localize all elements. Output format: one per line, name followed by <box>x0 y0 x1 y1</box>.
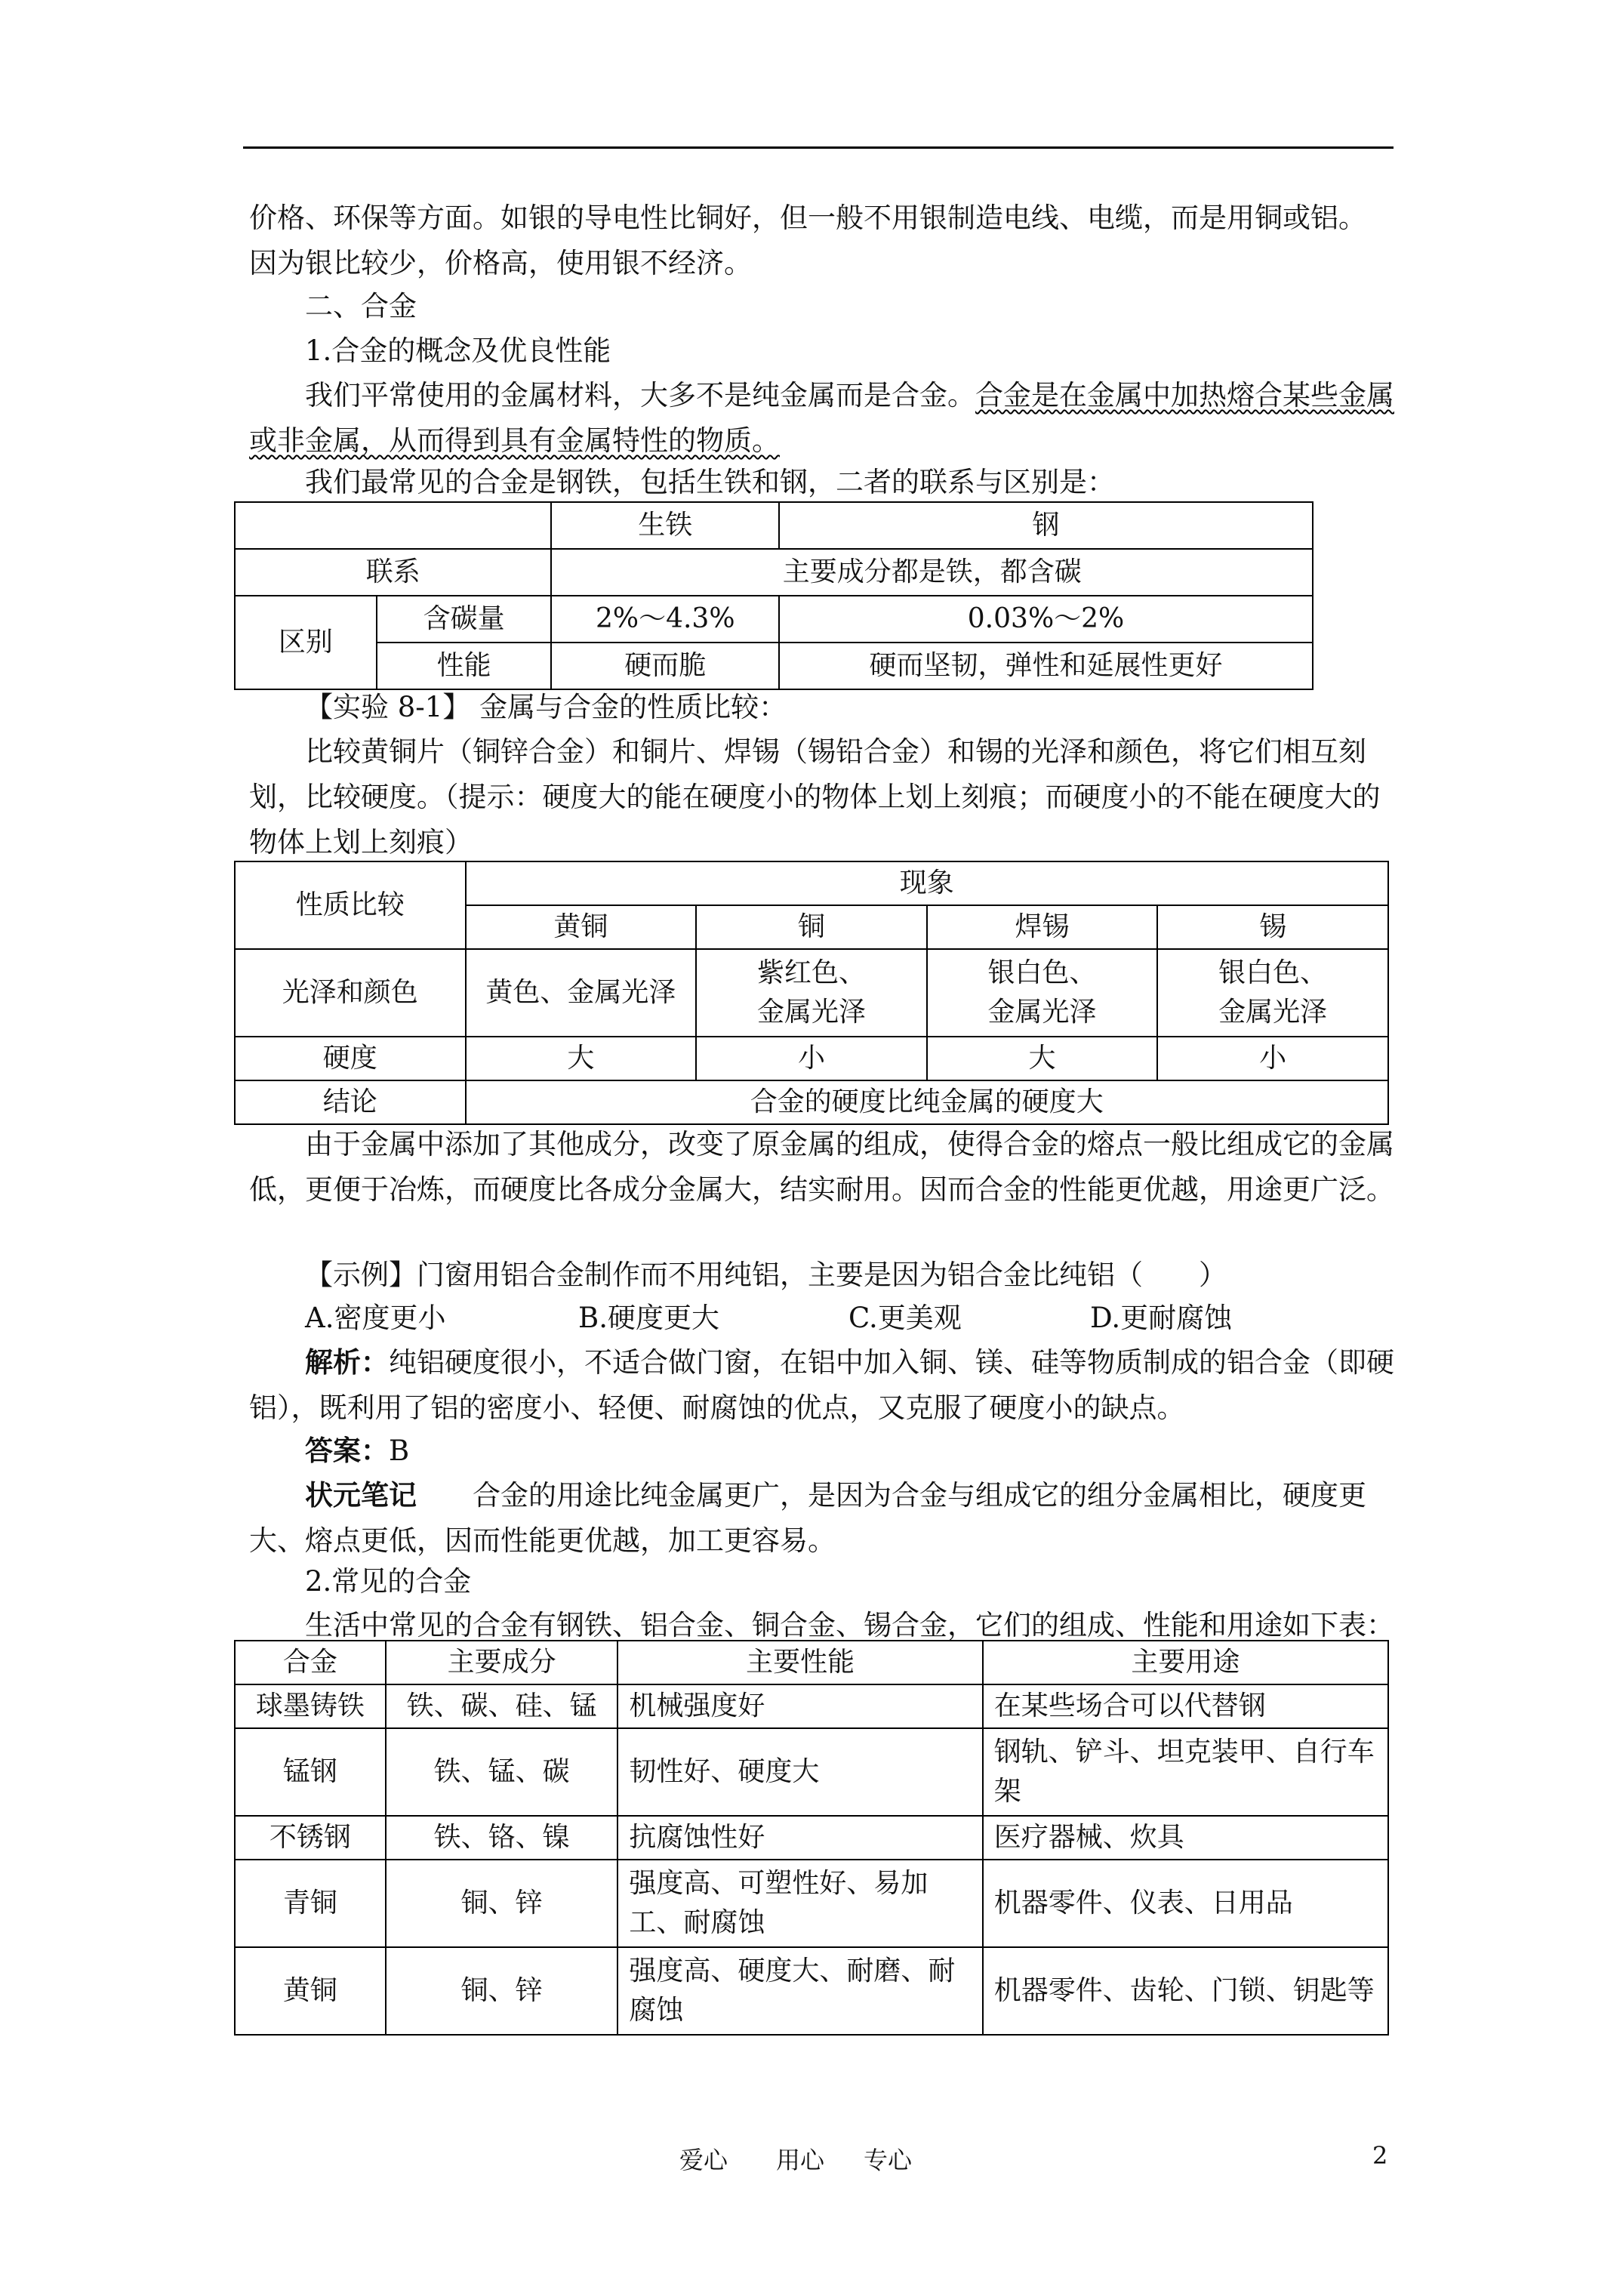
table1-corner-cell <box>235 502 551 549</box>
answer-value: B <box>389 1435 410 1467</box>
table3-cell-use: 医疗器械、炊具 <box>983 1816 1388 1860</box>
table2-header-brass: 黄铜 <box>466 905 697 949</box>
table3-cell-composition: 铜、锌 <box>386 1947 618 2035</box>
table3-cell-composition: 铁、铬、镍 <box>386 1816 618 1860</box>
table3-cell-performance: 韧性好、硬度大 <box>617 1728 982 1816</box>
table2-row-conclusion: 结论 <box>235 1080 466 1124</box>
concept-definition: 合金是在金属中加热熔合某些金属或非金属，从而得到具有金属特性的物质。 <box>249 379 1394 457</box>
table3-cell-performance: 抗腐蚀性好 <box>617 1816 982 1860</box>
table2-luster-tin-line1: 银白色、 <box>1218 957 1328 988</box>
concept-paragraph <box>249 373 1397 464</box>
steel-intro: 我们最常见的合金是钢铁，包括生铁和钢，二者的联系与区别是： <box>305 466 1115 498</box>
table2-header-solder: 焊锡 <box>927 905 1158 949</box>
table2-row-hardness: 硬度 <box>235 1037 466 1080</box>
footer-motto-1: 爱心 <box>679 2146 728 2174</box>
table2-row-luster: 光泽和颜色 <box>235 949 466 1037</box>
table2-luster-solder-line1: 银白色、 <box>987 957 1097 988</box>
table3-cell-use: 机器零件、齿轮、门锁、钥匙等 <box>983 1947 1388 2035</box>
table-row <box>235 1816 1388 1860</box>
table2-header-copper: 铜 <box>696 905 927 949</box>
experiment-title: 金属与合金的性质比较： <box>479 691 787 723</box>
table2-luster-solder-line2: 金属光泽 <box>987 997 1097 1028</box>
table1-header-pig-iron: 生铁 <box>551 502 779 549</box>
example-question: 【示例】门窗用铝合金制作而不用纯铝，主要是因为铝合金比纯铝（ ） <box>305 1259 1227 1291</box>
table2-luster-brass: 黄色、金属光泽 <box>466 949 697 1037</box>
pig-iron-steel-table <box>234 501 1313 690</box>
note-paragraph <box>249 1472 1397 1564</box>
answer-line <box>305 1428 1467 1473</box>
table3-cell-use: 机器零件、仪表、日用品 <box>983 1860 1388 1947</box>
property-comparison-table <box>234 861 1389 1125</box>
table3-cell-alloy: 青铜 <box>235 1860 386 1947</box>
table1-header-steel: 钢 <box>779 502 1313 549</box>
table2-luster-copper <box>696 949 927 1037</box>
table3-cell-alloy: 黄铜 <box>235 1947 386 2035</box>
table2-hardness-copper: 小 <box>696 1037 927 1080</box>
table1-row-carbon: 含碳量 <box>377 596 552 643</box>
table2-hardness-tin: 小 <box>1157 1037 1388 1080</box>
table2-luster-copper-line2: 金属光泽 <box>756 997 866 1028</box>
experiment-heading <box>305 686 1467 729</box>
table1-carbon-steel: 0.03%～2% <box>779 596 1313 643</box>
intro-paragraph <box>249 196 1404 286</box>
table2-luster-copper-line1: 紫红色、 <box>756 957 866 988</box>
table3-cell-use: 钢轨、铲斗、坦克装甲、自行车架 <box>983 1728 1388 1816</box>
table2-header-property: 性质比较 <box>235 861 466 949</box>
subsection-title-common: 2.常见的合金 <box>305 1565 472 1598</box>
experiment-label: 【实验 8-1】 <box>305 691 471 723</box>
table1-property-pig-iron: 硬而脆 <box>551 643 779 689</box>
table1-property-steel: 硬而坚韧，弹性和延展性更好 <box>779 643 1313 689</box>
table3-cell-alloy: 球墨铸铁 <box>235 1684 386 1728</box>
subsection-title-concept: 1.合金的概念及优良性能 <box>305 334 611 367</box>
table3-cell-alloy: 不锈钢 <box>235 1816 386 1860</box>
table3-cell-composition: 铜、锌 <box>386 1860 618 1947</box>
analysis-text: 纯铝硬度很小，不适合做门窗，在铝中加入铜、镁、硅等物质制成的铝合金（即硬铝），既利用了铝的密度小、轻便、耐腐蚀的优点，又克服了硬度小的缺点。 <box>249 1346 1394 1424</box>
table-row <box>235 1947 1388 2035</box>
experiment-description: 比较黄铜片（铜锌合金）和铜片、焊锡（锡铅合金）和锡的光泽和颜色，将它们相互刻划，比较硬度。（提示：硬度大的能在硬度小的物体上划上刻痕；而硬度小的不能在硬度大的物体上划上刻痕） <box>249 735 1381 858</box>
footer-motto-2: 用心 <box>776 2146 825 2174</box>
table3-cell-alloy: 锰钢 <box>235 1728 386 1816</box>
intro-line-2: 因为银比较少，价格高，使用银不经济。 <box>249 247 752 279</box>
table2-header-phenomenon: 现象 <box>466 861 1388 905</box>
table2-hardness-brass: 大 <box>466 1037 697 1080</box>
table2-header-tin: 锡 <box>1157 905 1388 949</box>
table3-cell-performance: 强度高、硬度大、耐磨、耐腐蚀 <box>617 1947 982 2035</box>
table2-conclusion: 合金的硬度比纯金属的硬度大 <box>466 1080 1388 1124</box>
table1-row-relation: 联系 <box>235 549 551 596</box>
section-title-alloy: 二、合金 <box>305 290 417 322</box>
option-b: B.硬度更大 <box>578 1302 719 1334</box>
table3-cell-composition: 铁、锰、碳 <box>386 1728 618 1816</box>
table3-cell-performance: 强度高、可塑性好、易加工、耐腐蚀 <box>617 1860 982 1947</box>
table3-header-performance: 主要性能 <box>617 1641 982 1684</box>
common-alloys-table <box>234 1640 1389 2036</box>
table2-luster-tin <box>1157 949 1388 1037</box>
analysis-paragraph <box>249 1339 1397 1431</box>
table3-header-alloy: 合金 <box>235 1641 386 1684</box>
table3-cell-performance: 机械强度好 <box>617 1684 982 1728</box>
table1-carbon-pig-iron: 2%～4.3% <box>551 596 779 643</box>
option-a: A.密度更小 <box>305 1302 446 1334</box>
table1-row-property: 性能 <box>377 643 552 689</box>
table-row <box>235 1728 1388 1816</box>
footer-motto-3: 专心 <box>864 2146 913 2174</box>
intro-line-1: 价格、环保等方面。如银的导电性比铜好，但一般不用银制造电线、电缆，而是用铜或铝。 <box>249 202 1366 234</box>
table1-row-difference: 区别 <box>235 596 377 689</box>
table3-cell-use: 在某些场合可以代替钢 <box>983 1684 1388 1728</box>
alloy-properties-paragraph: 由于金属中添加了其他成分，改变了原金属的组成，使得合金的熔点一般比组成它的金属低，更便于冶炼，而硬度比各成分金属大，结实耐用。因而合金的性能更优越，用途更广泛。 <box>249 1128 1394 1206</box>
table2-luster-tin-line2: 金属光泽 <box>1218 997 1328 1028</box>
note-text: 合金的用途比纯金属更广，是因为合金与组成它的组分金属相比，硬度更大、熔点更低，因而性能更优越，加工更容易。 <box>249 1479 1366 1557</box>
option-c: C.更美观 <box>848 1302 962 1334</box>
table-row <box>235 1860 1388 1947</box>
concept-text: 我们平常使用的金属材料，大多不是纯金属而是合金。 <box>305 379 975 411</box>
table3-cell-composition: 铁、碳、硅、锰 <box>386 1684 618 1728</box>
note-label: 状元笔记 <box>305 1478 417 1512</box>
table1-relation-value: 主要成分都是铁，都含碳 <box>551 549 1313 596</box>
analysis-label: 解析： <box>305 1345 389 1379</box>
header-rule <box>243 146 1394 149</box>
page-number: 2 <box>1372 2141 1388 2170</box>
answer-label: 答案： <box>305 1434 389 1467</box>
table3-header-composition: 主要成分 <box>386 1641 618 1684</box>
table3-header-use: 主要用途 <box>983 1641 1388 1684</box>
table2-luster-solder <box>927 949 1158 1037</box>
option-d: D.更耐腐蚀 <box>1090 1302 1233 1334</box>
common-alloys-intro: 生活中常见的合金有钢铁、铝合金、铜合金、锡合金，它们的组成、性能和用途如下表： <box>305 1609 1394 1641</box>
table-row <box>235 1684 1388 1728</box>
table2-hardness-solder: 大 <box>927 1037 1158 1080</box>
